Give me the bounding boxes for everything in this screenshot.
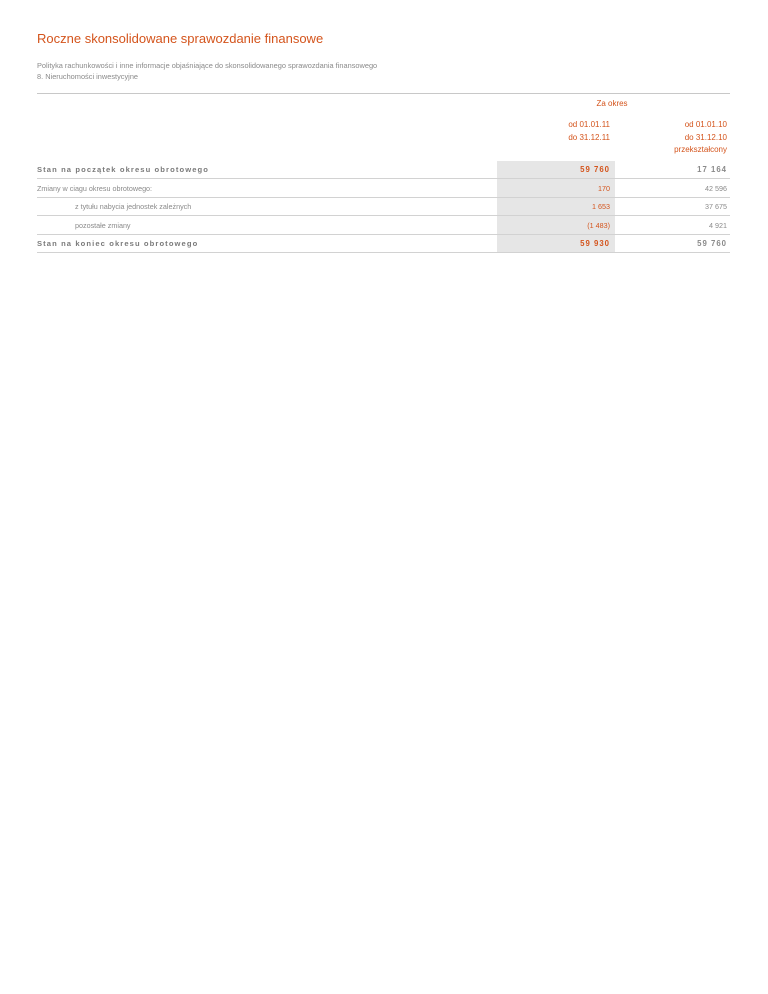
- value-prior-year: 4 921: [709, 220, 727, 230]
- page-title: Roczne skonsolidowane sprawozdanie finansowe: [37, 31, 324, 46]
- row-label: pozostałe zmiany: [75, 220, 131, 230]
- row-label: Zmiany w ciagu okresu obrotowego:: [37, 183, 153, 193]
- column-header-current-year: [500, 119, 610, 144]
- value-prior-year: 17 164: [697, 165, 727, 174]
- table-row-changes: [37, 179, 730, 198]
- table-row-opening-balance: [37, 161, 730, 179]
- value-current-year: 170: [598, 183, 610, 193]
- table-row-other-changes: [37, 216, 730, 235]
- section-breadcrumb: [37, 60, 377, 82]
- table-row-acquisitions: [37, 198, 730, 216]
- row-label: Stan na początek okresu obrotowego: [37, 165, 209, 174]
- table-top-divider: [37, 93, 730, 94]
- period-label: Za okres: [596, 99, 628, 108]
- column-header-line: od 01.01.10: [684, 120, 727, 129]
- value-prior-year: 42 596: [705, 183, 727, 193]
- column-header-prior-year: [616, 119, 727, 157]
- value-current-year: 59 760: [580, 165, 610, 174]
- row-label: Stan na koniec okresu obrotowego: [37, 239, 199, 248]
- value-current-year: 1 653: [592, 202, 610, 211]
- column-header-line: do 31.12.10: [684, 132, 727, 142]
- subtitle-line-2: 8. Nieruchomości inwestycyjne: [37, 72, 139, 81]
- column-header-line: przekształcony: [674, 145, 727, 154]
- value-prior-year: 59 760: [697, 239, 727, 248]
- subtitle-line-1: Polityka rachunkowości i inne informacje objaśniające do skonsolidowanego sprawozdania finansowego: [37, 61, 378, 70]
- column-header-line: do 31.12.11: [568, 132, 610, 142]
- row-label: z tytułu nabycia jednostek zależnych: [75, 202, 192, 211]
- value-current-year: (1 483): [587, 220, 610, 230]
- value-prior-year: 37 675: [705, 202, 727, 211]
- column-header-line: od 01.01.11: [568, 120, 610, 129]
- table-row-closing-balance: [37, 235, 730, 253]
- value-current-year: 59 930: [580, 239, 610, 248]
